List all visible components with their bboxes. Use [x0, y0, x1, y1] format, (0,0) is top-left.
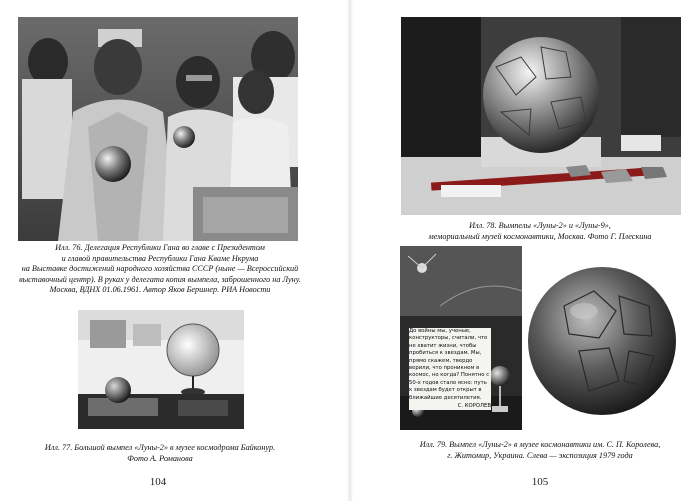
caption-line: Илл. 76. Делегация Республики Гана во главе с Президентом: [55, 243, 265, 252]
caption-line: Фото А. Романова: [127, 453, 193, 463]
caption-line: выставочный центр). В руках у делегата копия вымпела, заброшенного на Луну.: [19, 274, 301, 284]
figure-78-image: [401, 17, 681, 215]
figure-79-pennant-image: [524, 256, 680, 426]
caption-line: и главой правительства Республики Гана Кваме Нкрума: [61, 253, 259, 263]
caption-line: Илл. 77. Большой вымпел «Луны-2» в музее космодрома Байконур.: [44, 443, 276, 452]
caption-line: Москва, ВДНХ 01.06.1961. Автор Яков Бершнер. РИА Новости: [49, 285, 271, 294]
figure-78-caption: [380, 221, 700, 242]
figure-77-caption: [10, 443, 310, 464]
figure-79-right-photo: [524, 256, 680, 426]
quote-text: До войны мы, ученые, конструкторы, считали, что не хватит жизни, чтобы пробиться к звездам. Мы, прямо скажем, твердо верили, что проникнем в космос, но когда? Понятно с 50-х годов стало ясно: путь к звездам будет открыт в ближайшие десятилетия.: [409, 328, 490, 401]
figure-77-photo: [78, 310, 244, 429]
korolev-quote: [409, 328, 491, 410]
page-number: 104: [149, 476, 167, 488]
figure-78-photo: [401, 17, 681, 215]
figure-76-caption: [10, 243, 310, 296]
caption-line: Илл. 79. Вымпел «Луны-2» в музее космонавтики им. С. П. Королева,: [419, 440, 661, 449]
figure-79-caption: [380, 440, 700, 461]
figure-76-image: [18, 17, 298, 241]
caption-line: Илл. 78. Вымпелы «Луны-2» и «Луны-9»,: [469, 221, 611, 230]
quote-signature: С. КОРОЛЕВ: [457, 403, 491, 410]
right-page: [350, 0, 700, 501]
caption-line: мемориальный музей космонавтики, Москва. Фото Г. Плескина: [428, 231, 652, 241]
caption-line: г. Житомир, Украина. Слева — экспозиция 1979 года: [447, 450, 633, 460]
caption-line: на Выставке достижений народного хозяйства СССР (ныне — Всероссийский: [21, 264, 299, 273]
figure-76-photo: [18, 17, 298, 241]
figure-79-left-photo: [400, 246, 522, 430]
figure-77-image: [78, 310, 244, 429]
page-number: 105: [531, 476, 549, 488]
